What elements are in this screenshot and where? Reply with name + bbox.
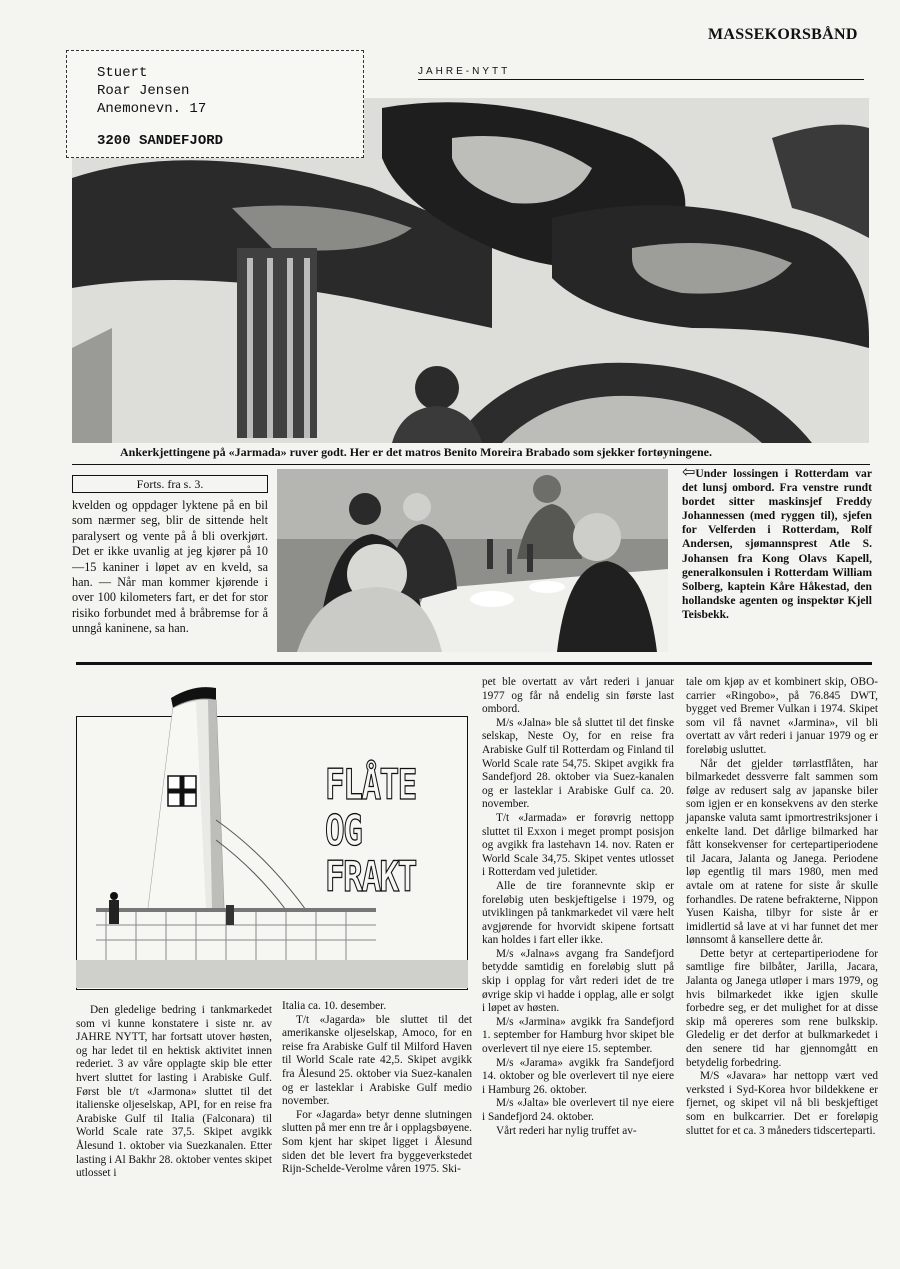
- article-title-line: OG: [325, 806, 362, 855]
- paragraph: M/S «Javara» har nettopp vært ved verksted i Syd-Korea hvor bildekkene er fjernet, og skipet vil nå bli beskjeftiget som en bulkcarrier. Det er foreløpig sluttet for et ca. 3 måneders tidscerteparti.: [686, 1070, 878, 1137]
- paragraph: M/s «Jarama» avgikk fra Sandefjord 14. oktober og ble overlevert til nye eiere i Hamburg 26. oktober.: [482, 1056, 674, 1096]
- address-line: Anemonevn. 17: [97, 101, 207, 117]
- article-title-line: FLÅTE: [325, 760, 416, 809]
- divider: [76, 662, 872, 665]
- article-column-2: [282, 1000, 472, 1177]
- paragraph: Italia ca. 10. desember.: [282, 1000, 387, 1012]
- address-label: [66, 50, 364, 158]
- caption-text: Under lossingen i Rotterdam var det lunsj ombord. Fra venstre rundt bordet sitter maskinsjef Freddy Johannessen (med ryggen til), sjefen for Velferden i Rotterdam, Rolf Andersen, sjømannsprest Atle S. Johansen fra Kong Olavs Kapell, generalkonsulen i Rotterdam William Solberg, kaptein Kåre Håkestad, den hollandske agenten og inspektør Kjell Teisbekk.: [682, 467, 872, 621]
- paragraph: pet ble overtatt av vårt rederi i januar 1977 og får nå endelig sin første last ombord.: [482, 676, 674, 716]
- lunch-onboard-photo: [277, 469, 668, 652]
- paragraph: M/s «Jalta» ble overlevert til nye eiere i Sandefjord 24. oktober.: [482, 1097, 674, 1123]
- article-column-4: [686, 676, 878, 1138]
- paragraph: M/s «Jalna»s avgang fra Sandefjord betydde samtidig en foreløbig slutt på skip i opplag for vårt rederi idet de tre øvrige skip vi hadde i opplag, alle er solgt i løpet av høsten.: [482, 947, 674, 1015]
- photo-caption: Ankerkjettingene på «Jarmada» ruver godt. Her er det matros Benito Moreira Brabado som sjekker fortøyningene.: [120, 445, 712, 459]
- paragraph: tale om kjøp av et kombinert skip, OBO-carrier «Ringobo», på 76.845 DWT, bygget ved Bremer Vulkan i 1974. Skipet som vil få navnet «Jarmina», vil bli overtatt av vårt rederi i januar 1979 og er foreløbig usluttet.: [686, 676, 878, 756]
- paragraph: Når det gjelder tørrlastflåten, har bilmarkedet dessverre falt sammen som følge av redusert salg av japanske biler som igjen er en konsekvens av den sterke japanske valuta samt ipmortrestriksjoner i enkelte land. Det dårlige bilmarked har fått konsekvenser for certepartiperiodene til Jacara, Jalanta og Janega. Periodene løp egentlig til mars 1980, men med avtale om at ratene for siste år skulle forhandles. De ratene befrakterne, Nippon Yusen Kaisha, tilbyr for siste år er imidlertid så lave at vi har funnet det mer lønnsomt å kansellere dette år.: [686, 757, 878, 947]
- paragraph: M/s «Jalna» ble så sluttet til det finske selskap, Neste Oy, for en reise fra Arabiske Gulf til Rotterdam og Finland til World Scale rate 54,75. Skipet avgikk fra Sandefjord 28. oktober via Suez-kanalen og er lasteklar i Arabiske Gulf ca. 20. november.: [482, 716, 674, 811]
- article-column-1: [76, 1004, 272, 1181]
- divider: [72, 464, 870, 465]
- continued-article-text: kvelden og oppdager lyktene på en bil som nærmer seg, blir de sittende helt paralysert og vente på å bli overkjørt. Det er ikke uvanlig at jeg kjører på 10—15 kaniner i løpet av en kveld, sa han. — Når man kommer kjørende i over 100 kilometers fart, er det for stor risiko forbundet med å bråbremse for å unngå kaninene, sa han.: [72, 498, 268, 636]
- address-line: 3200 SANDEFJORD: [97, 133, 224, 149]
- address-line: Stuert: [97, 65, 148, 81]
- masthead-rule: [418, 79, 864, 80]
- paragraph: T/t «Jarmada» er forøvrig nettopp sluttet til Exxon i meget prompt posisjon og avgikk fra lastehavn 14. nov. Raten er World Scale 34,75. Skipet ventes utlosset i Rotterdam ved juletider.: [482, 811, 674, 879]
- left-arrow-icon: ⇦: [682, 464, 696, 481]
- article-column-3: [482, 676, 674, 1138]
- paragraph: For «Jagarda» betyr denne slutningen slutten på mer enn tre år i opplagsbøyene. Som kjent har skipet ligget i Ålesund siden det ble levert fra byggeverkstedet Rijn-Schelde-Verolme våren 1975. Ski-: [282, 1108, 472, 1176]
- photo-caption: [682, 466, 872, 622]
- section-title: MASSEKORSBÅND: [708, 26, 858, 43]
- masthead: JAHRE-NYTT: [418, 66, 511, 77]
- paragraph: Vårt rederi har nylig truffet av-: [496, 1124, 637, 1137]
- paragraph: Dette betyr at certepartiperiodene for samtlige fire bilbåter, Jarilla, Jacara, Jalanta og Janega utløper i mars 1979, og hvis bilmarkedet ikke igjen skulle forbedre seg, er det mulighet for at disse skip må opereres som rene bulkskip. Gledelig er det derfor at bulkmarkedet i den senere tid har gjennomgått en betydelig forbedring.: [686, 947, 878, 1069]
- article-title: [325, 762, 419, 900]
- article-title-line: FRAKT: [325, 852, 416, 901]
- address-line: Roar Jensen: [97, 83, 190, 99]
- paragraph: T/t «Jagarda» ble sluttet til det amerikanske oljeselskap, Amoco, for en reise fra Arabiske Gulf til Milford Haven til World Scale rate 42,5. Skipet avgikk fra Ålesund 25. oktober via Suez-kanalen og er lasteklar i Arabiske Gulf medio november.: [282, 1013, 472, 1108]
- paragraph: M/s «Jarmina» avgikk fra Sandefjord 1. september for Hamburg hvor skipet ble overlevert til nye eiere 15. september.: [482, 1015, 674, 1056]
- paragraph: Den gledelige bedring i tankmarkedet som vi kunne konstatere i siste nr. av JAHRE NYTT, har fortsatt utover høsten, og har ledet til en hektisk aktivitet innen rederiet. 3 av våre opplagte skip ble etter hvert sluttet for lasting i Arabiske Gulf. Først ble t/t «Jarmona» sluttet til det italienske oljeselskap, API, for en reise fra Arabiske Gulf til Italia (Falconara) til World Scale rate 37,5. Skipet avgikk Ålesund 1. oktober via Suezkanalen. Etter lasting i Al Bakhr 28. oktober ventes skipet utlosset i: [76, 1004, 272, 1180]
- continued-from-label: Forts. fra s. 3.: [72, 475, 268, 493]
- paragraph: Alle de tire forannevnte skip er foreløbig uten beskjeftigelse i 1979, og utviklingen på tankmarkedet vil være helt avgjørende for hvorvidt skipene fortsatt kan holdes i fart eller ikke.: [482, 879, 674, 947]
